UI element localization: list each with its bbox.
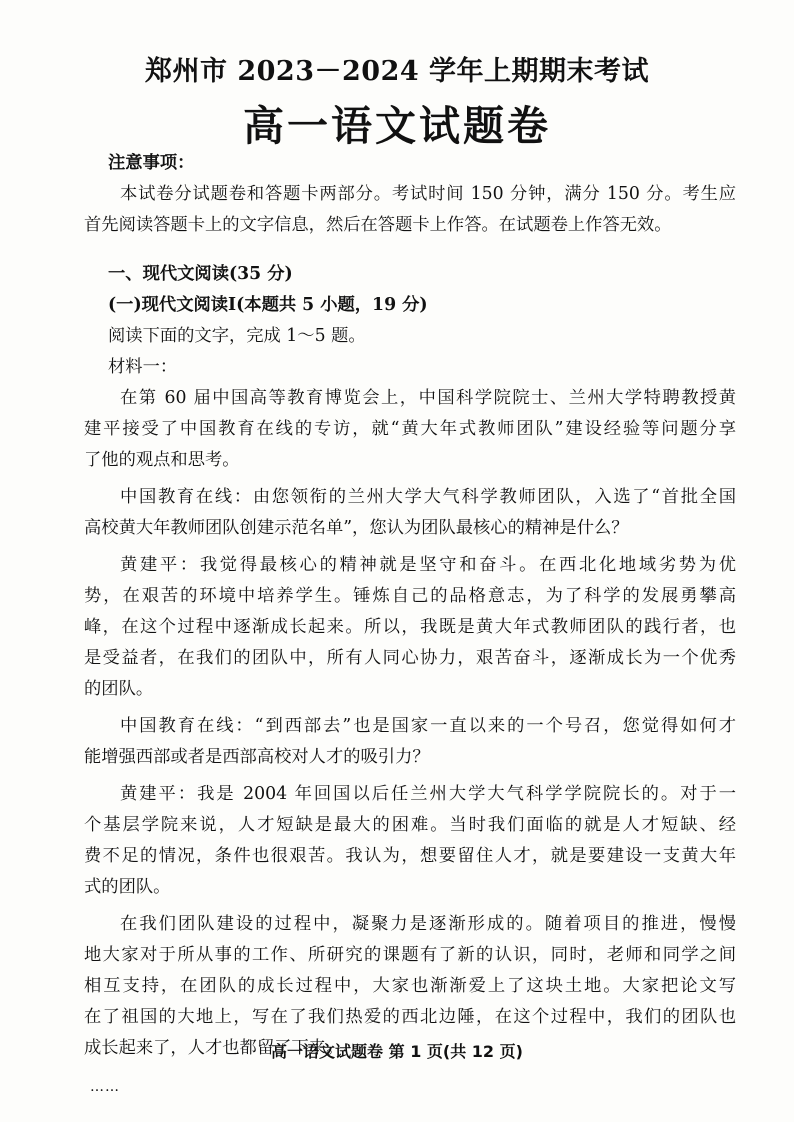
paragraph-line: 黄建平：我觉得最核心的精神就是坚守和奋斗。在西北化地域劣势为优 [120,555,736,575]
paragraph-line: 中国教育在线：“到西部去”也是国家一直以来的一个号召，您觉得如何才 [120,716,736,736]
paragraph-line: 地大家对于所从事的工作、所研究的课题有了新的认识，同时，老师和同学之间 [84,945,736,965]
paragraph-line: 成长起来了，人才也都留了下来。 [84,1038,344,1058]
ellipsis: …… [90,1079,120,1095]
paragraph-question-1 [84,482,736,544]
notice-heading: 注意事项： [108,153,195,173]
section-instruction: 阅读下面的文字，完成 1～5 题。 [108,326,366,346]
paragraph-answer-1 [84,550,736,705]
paragraph-line: 相互支持，在团队的成长过程中，大家也渐渐爱上了这块土地。大家把论文写 [84,976,736,996]
material-label: 材料一： [108,357,178,377]
paragraph-line: 建平接受了中国教育在线的专访，就“黄大年式教师团队”建设经验等问题分享 [84,419,736,439]
paragraph-line: 费不足的情况，条件也很艰苦。我认为，想要留住人才，就是要建设一支黄大年 [84,846,736,866]
paragraph-intro [84,383,736,476]
page-content [84,148,736,1096]
spacer [84,241,736,259]
section-heading: 一、现代文阅读(35 分) [108,264,293,284]
paragraph-line: 能增强西部或者是西部高校对人才的吸引力？ [84,747,430,767]
paragraph-line: 在了祖国的大地上，写在了我们热爱的西北边陲，在这个过程中，我们的团队也 [84,1007,736,1027]
paragraph-question-2 [84,711,736,773]
paragraph-line: 中国教育在线：由您领衔的兰州大学大气科学教师团队，入选了“首批全国 [120,487,736,507]
exam-title: 郑州市 2023－2024 学年上期期末考试 [144,56,650,87]
section-subheading: (一)现代文阅读Ⅰ(本题共 5 小题，19 分) [108,295,428,315]
paragraph-line: 式的团队。 [84,877,171,897]
paragraph-line: 黄建平：我是 2004 年回国以后任兰州大学大气科学学院院长的。对于一 [120,784,736,804]
paragraph-line: 高校黄大年教师团队创建示范名单”，您认为团队最核心的精神是什么？ [84,518,629,538]
notice-line: 本试卷分试题卷和答题卡两部分。考试时间 150 分钟，满分 150 分。考生应 [120,184,736,204]
page-footer: 高一语文试题卷 第 1 页(共 12 页) [271,1042,523,1061]
paragraph-line: 的团队。 [84,679,154,699]
notice-line: 首先阅读答题卡上的文字信息，然后在答题卡上作答。在试题卷上作答无效。 [84,215,672,235]
paragraph-line: 峰，在这个过程中逐渐成长起来。所以，我既是黄大年式教师团队的践行者，也 [84,617,736,637]
paragraph-line: 是受益者，在我们的团队中，所有人同心协力，艰苦奋斗，逐渐成长为一个优秀 [84,648,736,668]
paragraph-line: 在我们团队建设的过程中，凝聚力是逐渐形成的。随着项目的推进，慢慢 [120,914,736,934]
paragraph-line: 个基层学院来说，人才短缺是最大的困难。当时我们面临的就是人才短缺、经 [84,815,736,835]
paragraph-answer-2 [84,779,736,903]
paragraph-line: 在第 60 届中国高等教育博览会上，中国科学院院士、兰州大学特聘教授黄 [120,388,736,408]
paragraph-line: 了他的观点和思考。 [84,450,240,470]
paper-title: 高一语文试题卷 [243,102,551,150]
paragraph-line: 势，在艰苦的环境中培养学生。锤炼自己的品格意志，为了科学的发展勇攀高 [84,586,736,606]
